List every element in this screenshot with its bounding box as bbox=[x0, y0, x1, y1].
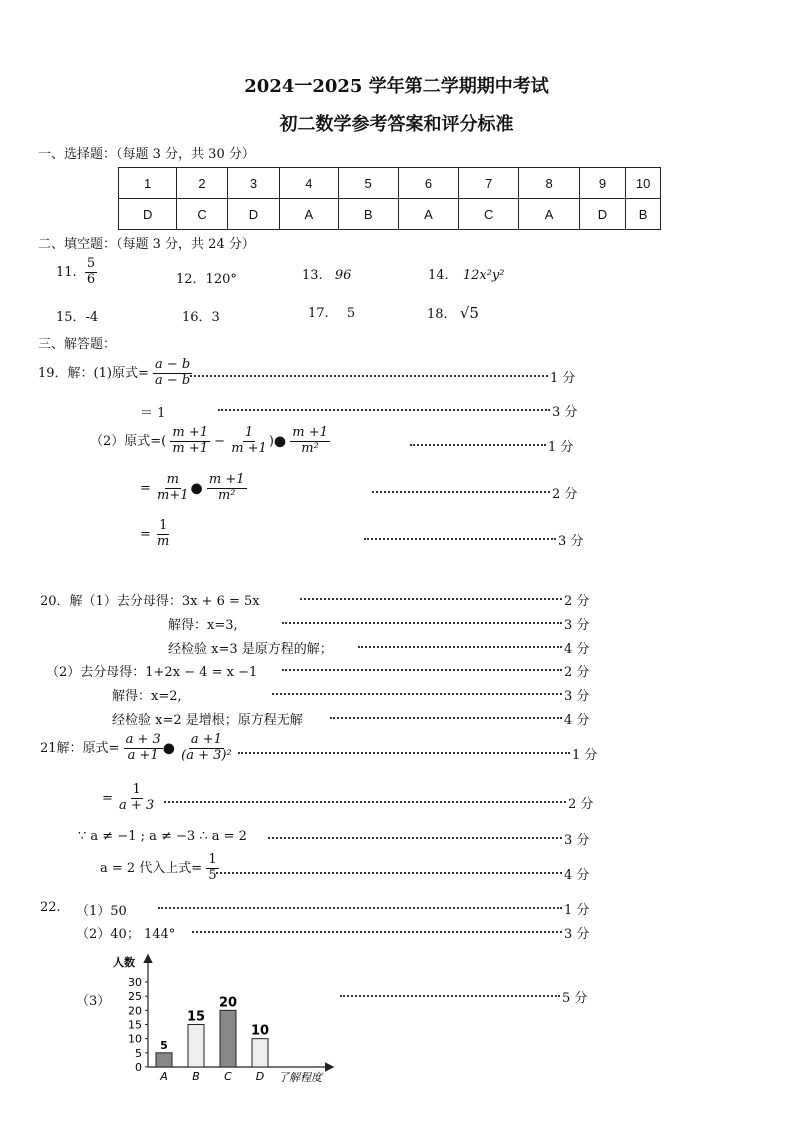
dot-leader bbox=[410, 444, 546, 446]
q11 bbox=[56, 257, 97, 288]
table-cell: A bbox=[519, 199, 579, 230]
q12: 12．120° bbox=[176, 272, 237, 287]
fraction bbox=[117, 783, 156, 814]
dot-leader bbox=[158, 907, 562, 909]
y-tick-label: 5 bbox=[135, 1046, 142, 1060]
dot-leader bbox=[358, 646, 562, 648]
numerator: m +1 bbox=[208, 472, 245, 487]
score-label: 2 分 bbox=[564, 594, 590, 609]
score-label: 5 分 bbox=[562, 991, 588, 1006]
dot-leader bbox=[300, 598, 562, 600]
bar-A bbox=[156, 1053, 172, 1067]
table-cell: 7 bbox=[459, 168, 519, 199]
numerator: 1 bbox=[208, 852, 217, 867]
fraction bbox=[124, 733, 163, 764]
data-label: 10 bbox=[250, 1023, 270, 1039]
exam-title: 2024一2025 学年第二学期期中考试 bbox=[244, 76, 549, 97]
denominator: a + 3 bbox=[119, 797, 155, 813]
q18 bbox=[427, 304, 479, 322]
score-label: 1 分 bbox=[550, 371, 576, 386]
score-label: 3 分 bbox=[564, 833, 590, 848]
q17 bbox=[308, 306, 355, 321]
section3-heading: 三、解答题： bbox=[38, 337, 117, 352]
denominator: a +1 bbox=[127, 747, 159, 763]
score-label: 3 分 bbox=[564, 618, 590, 633]
dot-leader bbox=[238, 752, 570, 754]
q22-label: 22. bbox=[40, 900, 61, 915]
denominator: 5 bbox=[208, 867, 217, 883]
q14-label: 14. bbox=[428, 268, 449, 283]
q18-value: √5 bbox=[459, 304, 479, 322]
answer-table bbox=[118, 167, 661, 230]
table-cell: 3 bbox=[227, 168, 279, 199]
table-cell: D bbox=[579, 199, 626, 230]
denominator: m² bbox=[217, 487, 236, 503]
denominator: 6 bbox=[86, 271, 96, 287]
equals-sign: = bbox=[102, 790, 113, 806]
q19-line3 bbox=[90, 426, 330, 457]
x-tick-label: C bbox=[224, 1070, 232, 1083]
score-label: 2 分 bbox=[568, 797, 594, 812]
fraction bbox=[155, 473, 191, 504]
numerator: 5 bbox=[86, 256, 96, 271]
table-cell: A bbox=[398, 199, 458, 230]
q14-value: 12x²y² bbox=[462, 268, 505, 283]
equals-sign: = bbox=[140, 480, 151, 496]
q20-line4: （2）去分母得：1+2x − 4 = x −1 bbox=[46, 665, 258, 680]
data-label: 20 bbox=[218, 995, 238, 1011]
q21-prefix: 21解：原式= bbox=[40, 740, 120, 756]
denominator: m bbox=[157, 533, 170, 549]
table-cell: 10 bbox=[626, 168, 661, 199]
fraction bbox=[290, 426, 330, 457]
table-cell: B bbox=[626, 199, 661, 230]
numerator: 1 bbox=[244, 425, 254, 440]
denominator: m +1 bbox=[231, 440, 267, 456]
q22-line1: （1）50 bbox=[76, 904, 127, 919]
q15: 15．-4 bbox=[56, 310, 99, 325]
q13-value: 96 bbox=[334, 268, 352, 283]
y-tick-label: 10 bbox=[128, 1032, 142, 1046]
q11-fraction bbox=[85, 257, 97, 288]
score-label: 4 分 bbox=[564, 642, 590, 657]
numerator: a − b bbox=[155, 357, 191, 372]
q19-prefix: 19．解：(1)原式= bbox=[38, 365, 149, 381]
table-cell: D bbox=[119, 199, 177, 230]
section1-heading: 一、选择题：（每题 3 分，共 30 分） bbox=[38, 147, 255, 162]
denominator: (a + 3)² bbox=[181, 747, 232, 763]
x-tick-label: B bbox=[192, 1070, 200, 1083]
answer-table-number-row bbox=[119, 168, 661, 199]
numerator: a + 3 bbox=[125, 732, 161, 747]
multiply-dot: ● bbox=[162, 740, 175, 757]
q21-substitute: a = 2 代入上式= bbox=[100, 860, 203, 876]
answer-table-answer-row bbox=[119, 199, 661, 230]
fraction bbox=[179, 733, 234, 764]
bar-chart bbox=[110, 950, 350, 1090]
q21-line3: ∵ a ≠ −1 ; a ≠ −3 ∴ a = 2 bbox=[78, 829, 247, 844]
fraction bbox=[206, 853, 218, 884]
q20-line3: 经检验 x=3 是原方程的解； bbox=[168, 642, 333, 657]
bar-D bbox=[252, 1039, 268, 1067]
dot-leader bbox=[364, 538, 556, 540]
data-label: 5 bbox=[160, 1038, 168, 1052]
numerator: 1 bbox=[159, 518, 168, 533]
score-label: 3 分 bbox=[564, 689, 590, 704]
y-tick-label: 20 bbox=[128, 1004, 142, 1018]
table-cell: A bbox=[280, 199, 338, 230]
table-cell: C bbox=[459, 199, 519, 230]
table-cell: 9 bbox=[579, 168, 626, 199]
table-cell: C bbox=[177, 199, 227, 230]
bar-B bbox=[188, 1025, 204, 1068]
dot-leader bbox=[272, 693, 562, 695]
q19-fraction bbox=[153, 358, 192, 389]
fraction bbox=[155, 519, 171, 550]
x-tick-label: A bbox=[160, 1070, 168, 1083]
table-cell: 8 bbox=[519, 168, 579, 199]
q19-line1 bbox=[38, 358, 192, 389]
q19-line4 bbox=[140, 473, 247, 504]
q19-line5 bbox=[140, 519, 171, 550]
dot-leader bbox=[268, 837, 562, 839]
q17-value: 5 bbox=[346, 306, 356, 321]
q14 bbox=[428, 268, 504, 283]
numerator: a +1 bbox=[190, 732, 222, 747]
q18-label: 18. bbox=[427, 307, 448, 322]
x-tick-label: D bbox=[255, 1070, 265, 1083]
q17-label: 17. bbox=[308, 306, 329, 321]
table-cell: 5 bbox=[338, 168, 398, 199]
score-label: 1 分 bbox=[548, 440, 574, 455]
q11-label: 11. bbox=[56, 264, 77, 280]
table-cell: B bbox=[338, 199, 398, 230]
score-label: 3 分 bbox=[564, 927, 590, 942]
score-label: 3 分 bbox=[552, 405, 578, 420]
dot-leader bbox=[216, 872, 562, 874]
dot-leader bbox=[282, 669, 562, 671]
table-cell: D bbox=[227, 199, 279, 230]
dot-leader bbox=[282, 622, 562, 624]
fraction bbox=[207, 473, 247, 504]
table-cell: 1 bbox=[119, 168, 177, 199]
y-tick-label: 25 bbox=[128, 990, 142, 1004]
data-label: 15 bbox=[186, 1009, 206, 1025]
y-tick-label: 0 bbox=[135, 1061, 142, 1074]
multiply-dot: ● bbox=[190, 480, 203, 497]
numerator: m +1 bbox=[292, 425, 328, 440]
dot-leader bbox=[164, 801, 566, 803]
score-label: 3 分 bbox=[558, 534, 584, 549]
y-axis-label: 人数 bbox=[113, 956, 135, 969]
score-label: 4 分 bbox=[564, 868, 590, 883]
numerator: 1 bbox=[132, 782, 141, 797]
fraction bbox=[170, 426, 210, 457]
q21-line2 bbox=[102, 783, 156, 814]
fraction bbox=[229, 426, 269, 457]
q21-line1 bbox=[40, 733, 234, 764]
equals-sign: = bbox=[140, 526, 151, 542]
score-label: 4 分 bbox=[564, 713, 590, 728]
q13-label: 13. bbox=[302, 268, 323, 283]
q16: 16．3 bbox=[182, 310, 220, 325]
exam-subtitle: 初二数学参考答案和评分标准 bbox=[279, 114, 514, 135]
denominator: m² bbox=[301, 440, 319, 456]
dot-leader bbox=[190, 375, 548, 377]
minus-sign: − bbox=[214, 433, 226, 449]
y-tick-label: 30 bbox=[128, 976, 142, 989]
y-tick-label: 15 bbox=[128, 1018, 142, 1032]
x-axis-label: 了解程度 bbox=[278, 1071, 322, 1084]
q20-line6: 经检验 x=2 是增根；原方程无解 bbox=[112, 713, 303, 728]
q20-line5: 解得：x=2, bbox=[112, 689, 182, 704]
score-label: 1 分 bbox=[564, 903, 590, 918]
q19-part2-prefix: （2）原式=( bbox=[90, 433, 167, 449]
q21-line4 bbox=[100, 853, 219, 884]
dot-leader bbox=[218, 409, 550, 411]
dot-leader bbox=[372, 491, 550, 493]
q19-line2: ＝ 1 bbox=[140, 406, 166, 421]
table-cell: 6 bbox=[398, 168, 458, 199]
dot-leader bbox=[192, 931, 562, 933]
q13 bbox=[302, 268, 351, 283]
numerator: m bbox=[166, 472, 179, 487]
table-cell: 4 bbox=[280, 168, 338, 199]
score-label: 2 分 bbox=[552, 487, 578, 502]
section2-heading: 二、填空题：（每题 3 分，共 24 分） bbox=[38, 237, 255, 252]
score-label: 1 分 bbox=[572, 748, 598, 763]
denominator: a − b bbox=[155, 372, 191, 388]
q22-line2: （2）40； 144° bbox=[76, 927, 176, 942]
score-label: 2 分 bbox=[564, 665, 590, 680]
denominator: m +1 bbox=[172, 440, 209, 456]
dot-leader bbox=[330, 717, 562, 719]
q20-line1: 20．解（1）去分母得：3x + 6 = 5x bbox=[40, 594, 260, 609]
numerator: m +1 bbox=[172, 425, 209, 440]
table-cell: 2 bbox=[177, 168, 227, 199]
close-paren: ) bbox=[268, 433, 274, 449]
denominator: m+1 bbox=[157, 487, 189, 503]
q22-line3: （3） bbox=[76, 994, 111, 1009]
q20-line2: 解得：x=3, bbox=[168, 618, 238, 633]
multiply-dot: ● bbox=[273, 433, 287, 450]
bar-C bbox=[220, 1010, 236, 1067]
dot-leader bbox=[340, 995, 560, 997]
